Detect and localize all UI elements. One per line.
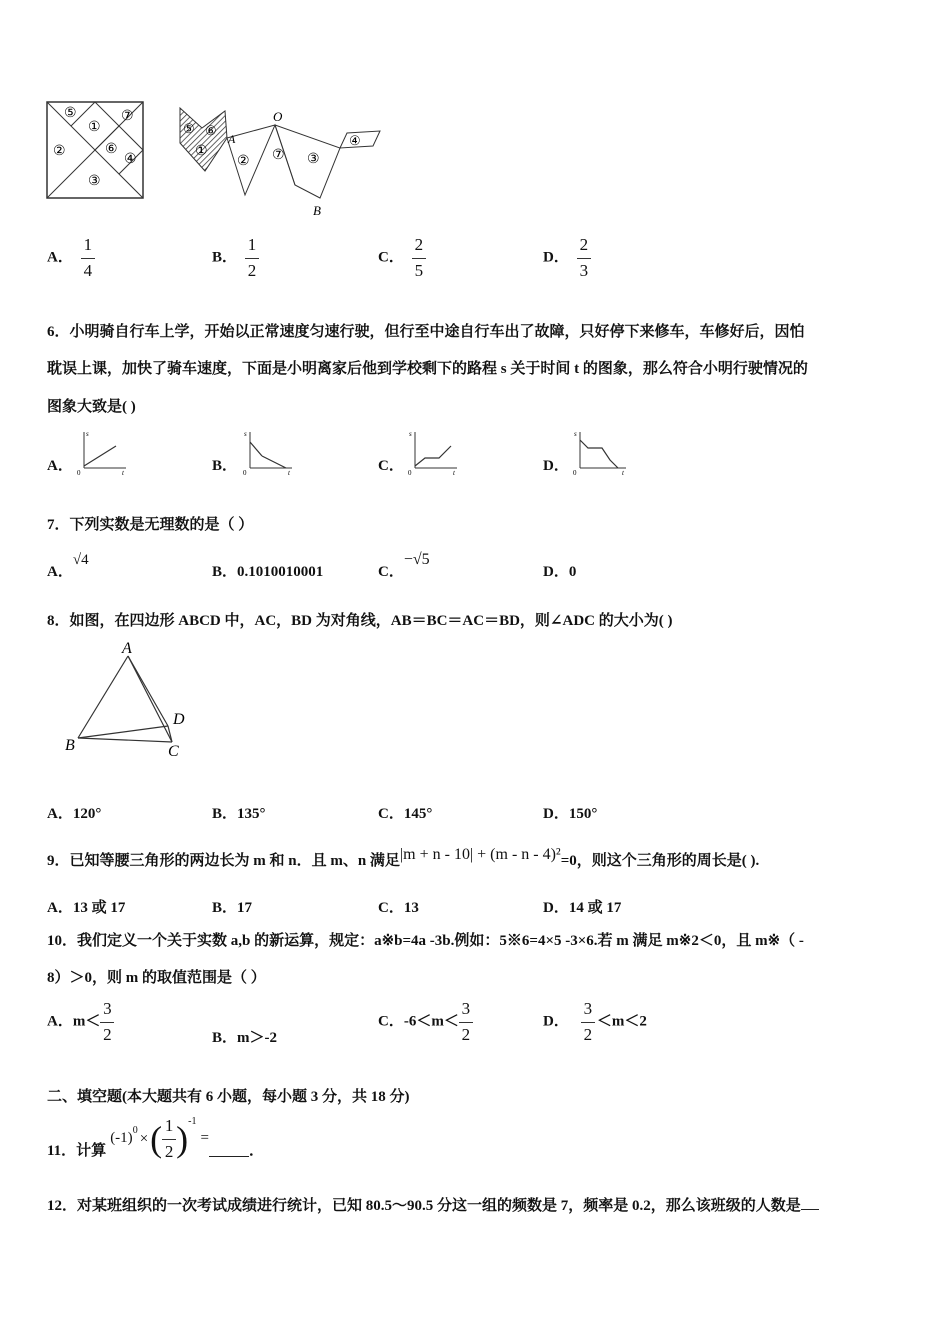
q7-option-a[interactable]: A．√4 bbox=[47, 552, 89, 580]
point-label: A bbox=[228, 132, 236, 146]
tangram-square-figure bbox=[40, 95, 150, 205]
q5-option-d[interactable]: D． $\frac{2}{3}$ bbox=[543, 236, 591, 280]
piece-label: ⑥ bbox=[205, 123, 217, 138]
q8-option-a[interactable]: A．120° bbox=[47, 806, 102, 822]
q5-option-c[interactable]: C． $\frac{2}{5}$ bbox=[378, 236, 426, 280]
piece-label: ⑤ bbox=[64, 106, 77, 121]
q6-option-d-label[interactable]: D． bbox=[543, 458, 569, 474]
section-title: 二、填空题(本大题共有 6 小题，每小题 3 分，共 18 分) bbox=[47, 1089, 410, 1105]
piece-label: ⑦ bbox=[272, 148, 285, 163]
q9-option-d[interactable]: D．14 或 17 bbox=[543, 900, 622, 916]
q9-formula: |m + n - 10| + (m - n - 4)² bbox=[399, 846, 561, 863]
quadrilateral-abcd-figure bbox=[60, 638, 200, 762]
q6-graph-d[interactable] bbox=[570, 428, 630, 478]
q5-option-b[interactable]: B． $\frac{1}{2}$ bbox=[212, 236, 259, 280]
svg-text:0: 0 bbox=[408, 469, 412, 477]
q6-option-a-label[interactable]: A． bbox=[47, 458, 73, 474]
svg-text:t: t bbox=[288, 469, 290, 477]
svg-text:s: s bbox=[86, 430, 89, 438]
piece-label: ④ bbox=[124, 152, 137, 167]
piece-label: ② bbox=[53, 144, 66, 159]
q8-option-d[interactable]: D．150° bbox=[543, 806, 598, 822]
q7-stem: 7．下列实数是无理数的是（ ） bbox=[47, 517, 254, 533]
fraction: $\frac{1}{2}$ bbox=[162, 1117, 176, 1161]
piece-label: ① bbox=[88, 120, 101, 135]
fraction: $\frac{1}{4}$ bbox=[81, 236, 95, 280]
piece-label: ⑦ bbox=[121, 109, 134, 124]
svg-text:t: t bbox=[122, 469, 124, 477]
q8-stem: 8．如图，在四边形 ABCD 中，AC，BD 为对角线，AB＝BC＝AC＝BD，则∠ADC 的大小为( ) bbox=[47, 613, 673, 629]
piece-label: ⑤ bbox=[183, 121, 195, 136]
q6-graph-a[interactable] bbox=[74, 428, 130, 478]
q7-option-b[interactable]: B．0.1010010001 bbox=[212, 564, 324, 580]
q8-option-c[interactable]: C．145° bbox=[378, 806, 433, 822]
vertex-label: D bbox=[173, 711, 185, 728]
piece-label: ③ bbox=[307, 152, 320, 167]
q11-base: (-1) bbox=[110, 1129, 133, 1146]
q10-stem-line1: 10．我们定义一个关于实数 a,b 的新运算，规定：a※b=4a -3b.例如：5※6=4×5 -3×6.若 m 满足 m※2＜0，且 m※（ - bbox=[47, 933, 804, 949]
q9-option-a[interactable]: A．13 或 17 bbox=[47, 900, 126, 916]
q6-graph-c[interactable] bbox=[405, 428, 461, 478]
vertex-label: C bbox=[168, 743, 179, 760]
svg-text:t: t bbox=[453, 469, 455, 477]
q5-option-a[interactable]: A． $\frac{1}{4}$ bbox=[47, 236, 95, 280]
piece-label: ① bbox=[195, 144, 208, 159]
fraction: $\frac{3}{2}$ bbox=[581, 1000, 595, 1044]
q11-stem: 11．计算 (-1) 0 × ( $\frac{1}{2}$ ) -1 = ． bbox=[47, 1115, 264, 1161]
answer-blank[interactable] bbox=[209, 1142, 249, 1157]
q6-stem-line1: 6．小明骑自行车上学，开始以正常速度匀速行驶，但行至中途自行车出了故障，只好停下来修车，车修好后，因怕 bbox=[47, 324, 805, 340]
svg-text:s: s bbox=[409, 430, 412, 438]
svg-text:s: s bbox=[574, 430, 577, 438]
q6-graph-b[interactable] bbox=[240, 428, 296, 478]
q10-option-c[interactable]: C．-6＜m＜ $\frac{3}{2}$ bbox=[378, 1000, 473, 1044]
q6-option-b-label[interactable]: B． bbox=[212, 458, 238, 474]
piece-label: ④ bbox=[349, 133, 361, 148]
svg-text:0: 0 bbox=[573, 469, 577, 477]
vertex-label: B bbox=[65, 737, 75, 754]
q11-exp: -1 bbox=[188, 1115, 197, 1127]
q11-exp0: 0 bbox=[132, 1124, 138, 1136]
q6-stem-line2: 耽误上课，加快了骑车速度，下面是小明离家后他到学校剩下的路程 s 关于时间 t 的图象，那么符合小明行驶情况的 bbox=[47, 361, 808, 377]
left-paren: ( bbox=[150, 1119, 163, 1160]
q10-option-b[interactable]: B．m＞-2 bbox=[212, 1030, 278, 1046]
svg-text:0: 0 bbox=[243, 469, 247, 477]
q10-option-d[interactable]: D． $\frac{3}{2}$ ＜m＜2 bbox=[543, 999, 647, 1044]
vertex-label: A bbox=[122, 640, 132, 657]
piece-label: ③ bbox=[88, 174, 101, 189]
svg-text:t: t bbox=[622, 469, 624, 477]
tangram-fox-figure bbox=[175, 103, 390, 223]
piece-label: ② bbox=[237, 154, 250, 169]
q10-stem-line2: 8）＞0，则 m 的取值范围是（ ） bbox=[47, 970, 266, 986]
answer-blank[interactable] bbox=[801, 1195, 819, 1210]
q9-stem: 9．已知等腰三角形的两边长为 m 和 n．且 m、n 满足|m + n - 10| + (m - n - 4)²=0，则这个三角形的周长是( ). bbox=[47, 846, 760, 869]
q12-stem: 12．对某班组织的一次考试成绩进行统计，已知 80.5～90.5 分这一组的频数是 7，频率是 0.2，那么该班级的人数是 bbox=[47, 1194, 819, 1215]
right-paren: ) bbox=[176, 1119, 189, 1160]
point-label: B bbox=[313, 203, 321, 218]
fraction: $\frac{1}{2}$ bbox=[245, 236, 259, 280]
q8-option-b[interactable]: B．135° bbox=[212, 806, 266, 822]
fraction: $\frac{2}{3}$ bbox=[577, 236, 591, 280]
q7-option-c[interactable]: C．−√5 bbox=[378, 551, 430, 580]
q7-option-d[interactable]: D．0 bbox=[543, 564, 577, 580]
svg-text:0: 0 bbox=[77, 469, 81, 477]
svg-text:s: s bbox=[244, 430, 247, 438]
fraction: $\frac{3}{2}$ bbox=[100, 1000, 114, 1044]
q9-option-b[interactable]: B．17 bbox=[212, 900, 253, 916]
fraction: $\frac{3}{2}$ bbox=[459, 1000, 473, 1044]
q9-option-c[interactable]: C．13 bbox=[378, 900, 419, 916]
q6-option-c-label[interactable]: C． bbox=[378, 458, 404, 474]
q10-option-a[interactable]: A．m＜ $\frac{3}{2}$ bbox=[47, 1000, 114, 1044]
point-label: O bbox=[273, 109, 283, 124]
q6-stem-line3: 图象大致是( ) bbox=[47, 399, 136, 415]
piece-label: ⑥ bbox=[105, 142, 118, 157]
fraction: $\frac{2}{5}$ bbox=[412, 236, 426, 280]
